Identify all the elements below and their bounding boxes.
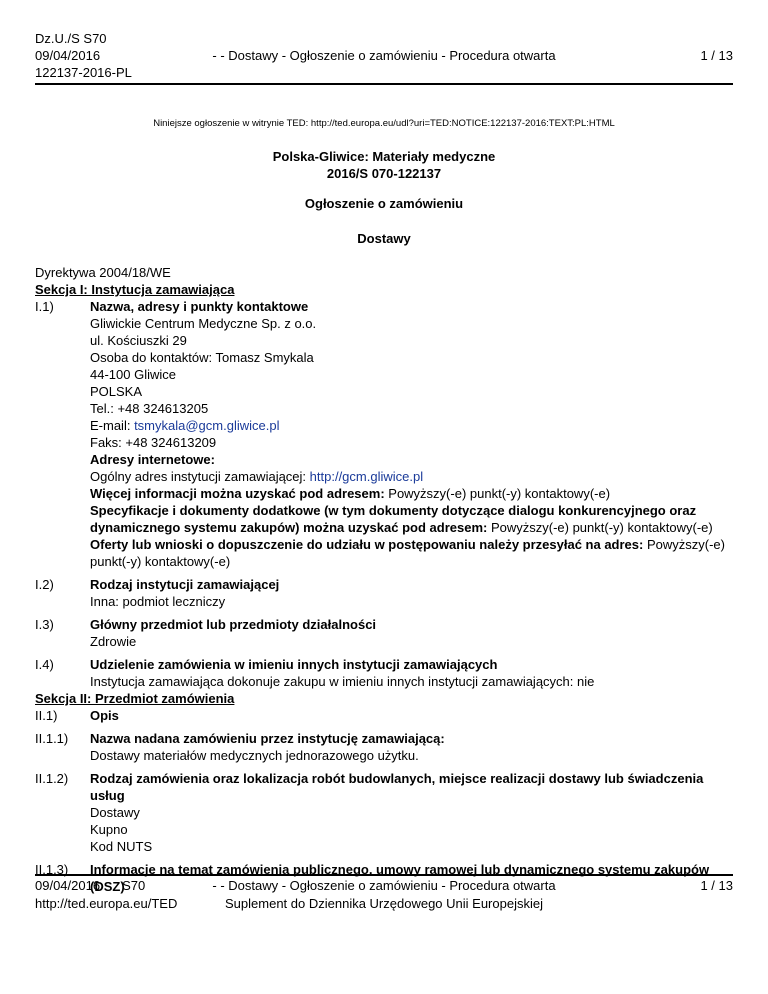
document-subtitle: Ogłoszenie o zamówieniu <box>304 196 464 211</box>
footer-title: - - Dostawy - Ogłoszenie o zamówieniu - Procedura otwarta <box>212 878 556 893</box>
spec-label-line2: dynamicznego systemu zakupów) można uzyskać pod adresem: <box>90 520 488 535</box>
section-ii1 <box>35 707 733 724</box>
section-ii12 <box>35 770 733 855</box>
section-title: Rodzaj instytucji zamawiającej <box>90 577 280 592</box>
directive: Dyrektywa 2004/18/WE <box>35 265 171 280</box>
org-city: 44-100 Gliwice <box>90 367 176 382</box>
header-page-number: 1 / 13 <box>700 48 733 63</box>
org-street: ul. Kościuszki 29 <box>90 333 187 348</box>
spec-row <box>90 519 733 536</box>
more-info-value: Powyższy(-e) punkt(-y) kontaktowy(-e) <box>384 486 611 501</box>
offers-value: Powyższy(-e) <box>643 537 725 552</box>
footer-date: 09/04/2016 <box>35 878 101 893</box>
ted-notice-link[interactable]: Niniejsze ogłoszenie w witrynie TED: http://ted.europa.eu/udl?uri=TED:NOTICE:122137-2016:TEXT:PL:HTML <box>153 118 615 129</box>
header-journal: Dz.U./S S70 <box>35 31 107 46</box>
section-title: Rodzaj zamówienia oraz lokalizacja robót budowlanych, miejsce realizacji dostawy lub świadczenia <box>90 771 704 786</box>
footer-divider <box>35 874 733 876</box>
offers-value-cont: punkt(-y) kontaktowy(-e) <box>90 554 231 569</box>
org-email-row <box>90 417 733 434</box>
section-value: Dostawy materiałów medycznych jednorazowego użytku. <box>90 748 419 763</box>
section-title: Informacje na temat zamówienia publicznego, umowy ramowej lub dynamicznego systemu zakupów <box>90 862 710 877</box>
header-title: - - Dostawy - Ogłoszenie o zamówieniu - Procedura otwarta <box>212 48 556 63</box>
section-value: Zdrowie <box>90 634 137 649</box>
section-ii11 <box>35 730 733 764</box>
section-2-heading: Sekcja II: Przedmiot zamówienia <box>35 691 235 706</box>
section-1-heading: Sekcja I: Instytucja zamawiająca <box>35 282 235 297</box>
contact-person: Osoba do kontaktów: Tomasz Smykala <box>90 350 314 365</box>
section-number: II.1.3) <box>35 862 69 877</box>
section-title: Udzielenie zamówienia w imieniu innych instytucji zamawiających <box>90 657 498 672</box>
section-title: Główny przedmiot lub przedmioty działalności <box>90 617 377 632</box>
section-title-cont: (DSZ) <box>90 879 125 894</box>
section-value: Inna: podmiot leczniczy <box>90 594 226 609</box>
page-header <box>35 30 733 82</box>
footer-supplement: Suplement do Dziennika Urzędowego Unii Europejskiej <box>225 896 543 911</box>
org-name: Gliwickie Centrum Medyczne Sp. z o.o. <box>90 316 317 331</box>
section-number: I.1) <box>35 299 54 314</box>
more-info-row <box>90 485 733 502</box>
offers-row <box>90 536 733 553</box>
section-title: Opis <box>90 708 119 723</box>
section-value: Kupno <box>90 822 128 837</box>
section-number: I.3) <box>35 617 54 632</box>
section-number: I.4) <box>35 657 54 672</box>
more-info-label: Więcej informacji można uzyskać pod adresem: <box>90 486 385 501</box>
section-i4 <box>35 656 733 690</box>
section-title: Nazwa, adresy i punkty kontaktowe <box>90 299 309 314</box>
internet-addresses-label: Adresy internetowe: <box>90 452 215 467</box>
general-address-label: Ogólny adres instytucji zamawiającej: <box>90 469 310 484</box>
email-label: E-mail: <box>90 418 135 433</box>
footer-center <box>35 877 733 913</box>
org-country: POLSKA <box>90 384 143 399</box>
section-number: II.1) <box>35 708 58 723</box>
section-i3 <box>35 616 733 650</box>
section-number: II.1.2) <box>35 771 69 786</box>
footer-page-number: 1 / 13 <box>700 878 733 893</box>
org-fax: Faks: +48 324613209 <box>90 435 217 450</box>
spec-label-line1: Specyfikacje i dokumenty dodatkowe (w tym dokumenty dotyczące dialogu konkurencyjnego oraz <box>90 503 697 518</box>
header-notice-id: 122137-2016-PL <box>35 65 132 80</box>
header-divider <box>35 83 733 85</box>
general-address-link[interactable]: http://gcm.gliwice.pl <box>309 469 424 484</box>
section-title: Nazwa nadana zamówieniu przez instytucję zamawiającą: <box>90 731 445 746</box>
header-date: 09/04/2016 <box>35 48 101 63</box>
section-number: I.2) <box>35 577 54 592</box>
section-value: Dostawy <box>90 805 140 820</box>
email-link[interactable]: tsmykala@gcm.gliwice.pl <box>134 418 280 433</box>
document-title <box>0 148 768 182</box>
footer-url[interactable]: http://ted.europa.eu/TED <box>35 896 178 911</box>
footer-series: S70 <box>122 878 146 893</box>
section-title-cont: usług <box>90 788 125 803</box>
document-type: Dostawy <box>357 231 411 246</box>
title-line: Polska-Gliwice: Materiały medyczne <box>272 149 496 164</box>
document-body <box>35 264 733 895</box>
notice-number: 2016/S 070-122137 <box>326 166 442 181</box>
section-number: II.1.1) <box>35 731 69 746</box>
section-i2 <box>35 576 733 610</box>
general-address-row <box>90 468 733 485</box>
section-value: Kod NUTS <box>90 839 153 854</box>
org-phone: Tel.: +48 324613205 <box>90 401 209 416</box>
section-i1 <box>35 298 733 570</box>
section-value: Instytucja zamawiająca dokonuje zakupu w imieniu innych instytucji zamawiających: nie <box>90 674 595 689</box>
spec-value: Powyższy(-e) punkt(-y) kontaktowy(-e) <box>487 520 713 535</box>
offers-label: Oferty lub wnioski o dopuszczenie do udziału w postępowaniu należy przesyłać na adres: <box>90 537 644 552</box>
